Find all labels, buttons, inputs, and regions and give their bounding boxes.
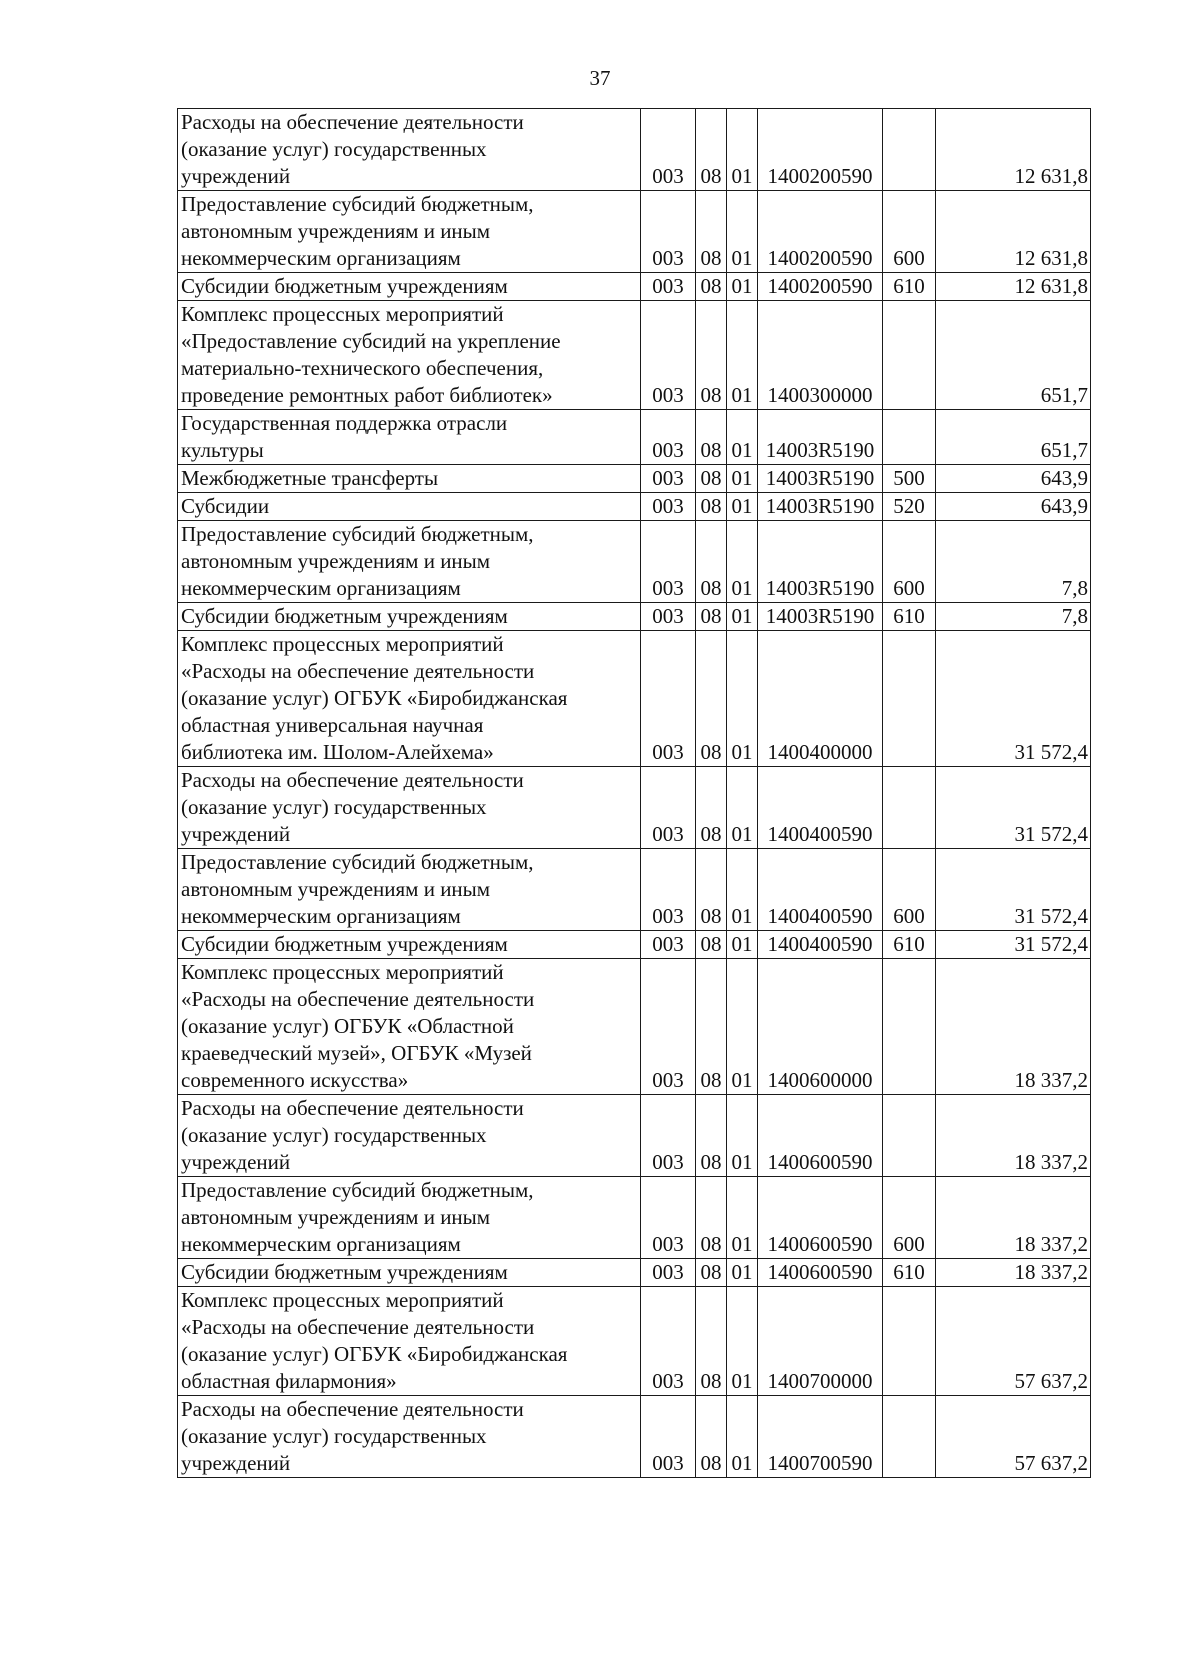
table-row bbox=[178, 849, 1091, 931]
expense-name-line: (оказание услуг) государственных bbox=[181, 1123, 487, 1147]
expense-name-line: «Расходы на обеспечение деятельности bbox=[181, 659, 535, 683]
section-code-cell: 08 bbox=[696, 493, 727, 521]
subsection-code-cell: 01 bbox=[727, 301, 758, 410]
expense-name-line: учреждений bbox=[181, 822, 291, 846]
expense-name-cell bbox=[178, 301, 641, 410]
expense-name-cell bbox=[178, 849, 641, 931]
expense-type-code-cell bbox=[883, 301, 936, 410]
target-article-code-cell: 1400400590 bbox=[758, 849, 883, 931]
amount-cell: 651,7 bbox=[936, 410, 1091, 465]
expense-name-cell bbox=[178, 1287, 641, 1396]
expense-type-code-cell: 500 bbox=[883, 465, 936, 493]
grbs-code-cell: 003 bbox=[641, 849, 696, 931]
target-article-code-cell: 1400700000 bbox=[758, 1287, 883, 1396]
budget-table bbox=[177, 108, 1091, 1478]
subsection-code-cell: 01 bbox=[727, 1095, 758, 1177]
grbs-code-cell: 003 bbox=[641, 1259, 696, 1287]
subsection-code-cell: 01 bbox=[727, 1259, 758, 1287]
amount-cell: 18 337,2 bbox=[936, 1177, 1091, 1259]
expense-name-line: Межбюджетные трансферты bbox=[181, 466, 439, 490]
section-code-cell: 08 bbox=[696, 301, 727, 410]
target-article-code-cell: 1400400590 bbox=[758, 767, 883, 849]
grbs-code-cell: 003 bbox=[641, 301, 696, 410]
target-article-code-cell: 1400600000 bbox=[758, 959, 883, 1095]
expense-name-line: некоммерческим организациям bbox=[181, 576, 461, 600]
table-row bbox=[178, 959, 1091, 1095]
grbs-code-cell: 003 bbox=[641, 273, 696, 301]
expense-name-line: Предоставление субсидий бюджетным, bbox=[181, 522, 534, 546]
amount-cell: 7,8 bbox=[936, 521, 1091, 603]
table-row bbox=[178, 410, 1091, 465]
expense-name-line: областная филармония» bbox=[181, 1369, 397, 1393]
amount-cell: 31 572,4 bbox=[936, 631, 1091, 767]
expense-type-code-cell: 600 bbox=[883, 191, 936, 273]
section-code-cell: 08 bbox=[696, 410, 727, 465]
subsection-code-cell: 01 bbox=[727, 959, 758, 1095]
expense-name-cell bbox=[178, 521, 641, 603]
grbs-code-cell: 003 bbox=[641, 191, 696, 273]
expense-type-code-cell: 520 bbox=[883, 493, 936, 521]
section-code-cell: 08 bbox=[696, 931, 727, 959]
grbs-code-cell: 003 bbox=[641, 109, 696, 191]
grbs-code-cell: 003 bbox=[641, 767, 696, 849]
subsection-code-cell: 01 bbox=[727, 1287, 758, 1396]
expense-name-line: Субсидии бюджетным учреждениям bbox=[181, 274, 508, 298]
grbs-code-cell: 003 bbox=[641, 1095, 696, 1177]
expense-type-code-cell bbox=[883, 767, 936, 849]
target-article-code-cell: 14003R5190 bbox=[758, 521, 883, 603]
amount-cell: 31 572,4 bbox=[936, 767, 1091, 849]
expense-type-code-cell: 610 bbox=[883, 273, 936, 301]
expense-name-cell bbox=[178, 493, 641, 521]
expense-type-code-cell bbox=[883, 631, 936, 767]
target-article-code-cell: 1400300000 bbox=[758, 301, 883, 410]
section-code-cell: 08 bbox=[696, 1396, 727, 1478]
subsection-code-cell: 01 bbox=[727, 465, 758, 493]
subsection-code-cell: 01 bbox=[727, 631, 758, 767]
grbs-code-cell: 003 bbox=[641, 410, 696, 465]
expense-name-line: некоммерческим организациям bbox=[181, 904, 461, 928]
amount-cell: 651,7 bbox=[936, 301, 1091, 410]
section-code-cell: 08 bbox=[696, 521, 727, 603]
table-row bbox=[178, 631, 1091, 767]
expense-name-line: Комплекс процессных мероприятий bbox=[181, 632, 504, 656]
grbs-code-cell: 003 bbox=[641, 465, 696, 493]
target-article-code-cell: 1400200590 bbox=[758, 191, 883, 273]
expense-name-cell bbox=[178, 410, 641, 465]
expense-name-line: учреждений bbox=[181, 1451, 291, 1475]
subsection-code-cell: 01 bbox=[727, 1396, 758, 1478]
grbs-code-cell: 003 bbox=[641, 493, 696, 521]
expense-name-cell bbox=[178, 191, 641, 273]
expense-name-line: Предоставление субсидий бюджетным, bbox=[181, 850, 534, 874]
expense-name-line: Расходы на обеспечение деятельности bbox=[181, 768, 524, 792]
expense-type-code-cell: 600 bbox=[883, 521, 936, 603]
section-code-cell: 08 bbox=[696, 191, 727, 273]
amount-cell: 57 637,2 bbox=[936, 1396, 1091, 1478]
expense-type-code-cell bbox=[883, 410, 936, 465]
table-row bbox=[178, 1095, 1091, 1177]
subsection-code-cell: 01 bbox=[727, 849, 758, 931]
subsection-code-cell: 01 bbox=[727, 931, 758, 959]
expense-name-line: Расходы на обеспечение деятельности bbox=[181, 1096, 524, 1120]
expense-name-cell bbox=[178, 631, 641, 767]
expense-name-line: Субсидии bbox=[181, 494, 270, 518]
subsection-code-cell: 01 bbox=[727, 1177, 758, 1259]
amount-cell: 12 631,8 bbox=[936, 191, 1091, 273]
section-code-cell: 08 bbox=[696, 1095, 727, 1177]
table-row bbox=[178, 1177, 1091, 1259]
grbs-code-cell: 003 bbox=[641, 1396, 696, 1478]
section-code-cell: 08 bbox=[696, 1177, 727, 1259]
expense-name-line: (оказание услуг) ОГБУК «Биробиджанская bbox=[181, 1342, 568, 1366]
expense-name-line: «Предоставление субсидий на укрепление bbox=[181, 329, 561, 353]
amount-cell: 57 637,2 bbox=[936, 1287, 1091, 1396]
table-row bbox=[178, 1287, 1091, 1396]
expense-name-line: учреждений bbox=[181, 164, 291, 188]
subsection-code-cell: 01 bbox=[727, 493, 758, 521]
amount-cell: 643,9 bbox=[936, 493, 1091, 521]
subsection-code-cell: 01 bbox=[727, 410, 758, 465]
expense-name-cell bbox=[178, 1259, 641, 1287]
target-article-code-cell: 14003R5190 bbox=[758, 410, 883, 465]
expense-name-cell bbox=[178, 1396, 641, 1478]
expense-type-code-cell bbox=[883, 1095, 936, 1177]
expense-name-line: (оказание услуг) государственных bbox=[181, 795, 487, 819]
expense-name-line: Предоставление субсидий бюджетным, bbox=[181, 1178, 534, 1202]
expense-name-cell bbox=[178, 603, 641, 631]
page-number: 37 bbox=[589, 66, 611, 90]
grbs-code-cell: 003 bbox=[641, 603, 696, 631]
amount-cell: 31 572,4 bbox=[936, 931, 1091, 959]
expense-name-line: Субсидии бюджетным учреждениям bbox=[181, 932, 508, 956]
expense-type-code-cell: 600 bbox=[883, 849, 936, 931]
expense-type-code-cell bbox=[883, 109, 936, 191]
section-code-cell: 08 bbox=[696, 603, 727, 631]
expense-name-line: «Расходы на обеспечение деятельности bbox=[181, 987, 535, 1011]
expense-type-code-cell: 600 bbox=[883, 1177, 936, 1259]
expense-name-cell bbox=[178, 1177, 641, 1259]
table-row bbox=[178, 273, 1091, 301]
expense-name-line: автономным учреждениям и иным bbox=[181, 219, 491, 243]
section-code-cell: 08 bbox=[696, 959, 727, 1095]
table-row bbox=[178, 931, 1091, 959]
expense-name-line: (оказание услуг) ОГБУК «Областной bbox=[181, 1014, 514, 1038]
expense-name-line: проведение ремонтных работ библиотек» bbox=[181, 383, 553, 407]
amount-cell: 18 337,2 bbox=[936, 1259, 1091, 1287]
section-code-cell: 08 bbox=[696, 109, 727, 191]
amount-cell: 643,9 bbox=[936, 465, 1091, 493]
expense-type-code-cell bbox=[883, 1287, 936, 1396]
amount-cell: 18 337,2 bbox=[936, 959, 1091, 1095]
table-row bbox=[178, 521, 1091, 603]
table-row bbox=[178, 191, 1091, 273]
subsection-code-cell: 01 bbox=[727, 109, 758, 191]
table-row bbox=[178, 493, 1091, 521]
expense-type-code-cell bbox=[883, 1396, 936, 1478]
grbs-code-cell: 003 bbox=[641, 1177, 696, 1259]
target-article-code-cell: 1400400590 bbox=[758, 931, 883, 959]
section-code-cell: 08 bbox=[696, 631, 727, 767]
target-article-code-cell: 1400600590 bbox=[758, 1259, 883, 1287]
expense-name-line: Комплекс процессных мероприятий bbox=[181, 302, 504, 326]
target-article-code-cell: 14003R5190 bbox=[758, 493, 883, 521]
expense-name-line: автономным учреждениям и иным bbox=[181, 877, 491, 901]
expense-name-line: Субсидии бюджетным учреждениям bbox=[181, 604, 508, 628]
grbs-code-cell: 003 bbox=[641, 1287, 696, 1396]
section-code-cell: 08 bbox=[696, 1259, 727, 1287]
expense-name-line: Предоставление субсидий бюджетным, bbox=[181, 192, 534, 216]
amount-cell: 7,8 bbox=[936, 603, 1091, 631]
table-row bbox=[178, 109, 1091, 191]
expense-name-line: некоммерческим организациям bbox=[181, 246, 461, 270]
table-row bbox=[178, 603, 1091, 631]
subsection-code-cell: 01 bbox=[727, 521, 758, 603]
grbs-code-cell: 003 bbox=[641, 521, 696, 603]
expense-type-code-cell: 610 bbox=[883, 603, 936, 631]
amount-cell: 12 631,8 bbox=[936, 273, 1091, 301]
expense-name-line: Комплекс процессных мероприятий bbox=[181, 960, 504, 984]
grbs-code-cell: 003 bbox=[641, 959, 696, 1095]
expense-name-cell bbox=[178, 959, 641, 1095]
section-code-cell: 08 bbox=[696, 273, 727, 301]
amount-cell: 31 572,4 bbox=[936, 849, 1091, 931]
expense-type-code-cell: 610 bbox=[883, 931, 936, 959]
expense-name-line: (оказание услуг) государственных bbox=[181, 137, 487, 161]
table-row bbox=[178, 1259, 1091, 1287]
section-code-cell: 08 bbox=[696, 465, 727, 493]
amount-cell: 18 337,2 bbox=[936, 1095, 1091, 1177]
expense-name-cell bbox=[178, 1095, 641, 1177]
expense-name-line: материально-технического обеспечения, bbox=[181, 356, 544, 380]
expense-name-line: культуры bbox=[181, 438, 264, 462]
table-row bbox=[178, 301, 1091, 410]
expense-type-code-cell: 610 bbox=[883, 1259, 936, 1287]
expense-name-cell bbox=[178, 931, 641, 959]
expense-name-cell bbox=[178, 465, 641, 493]
expense-name-line: автономным учреждениям и иным bbox=[181, 549, 491, 573]
section-code-cell: 08 bbox=[696, 849, 727, 931]
expense-name-line: (оказание услуг) государственных bbox=[181, 1424, 487, 1448]
expense-name-cell bbox=[178, 767, 641, 849]
expense-name-line: автономным учреждениям и иным bbox=[181, 1205, 491, 1229]
expense-name-line: краеведческий музей», ОГБУК «Музей bbox=[181, 1041, 532, 1065]
expense-name-line: библиотека им. Шолом-Алейхема» bbox=[181, 740, 494, 764]
table-row bbox=[178, 465, 1091, 493]
expense-name-line: Расходы на обеспечение деятельности bbox=[181, 1397, 524, 1421]
expense-type-code-cell bbox=[883, 959, 936, 1095]
target-article-code-cell: 1400200590 bbox=[758, 109, 883, 191]
budget-table-body bbox=[178, 109, 1091, 1478]
expense-name-cell bbox=[178, 273, 641, 301]
expense-name-line: Комплекс процессных мероприятий bbox=[181, 1288, 504, 1312]
table-row bbox=[178, 1396, 1091, 1478]
target-article-code-cell: 1400200590 bbox=[758, 273, 883, 301]
section-code-cell: 08 bbox=[696, 767, 727, 849]
target-article-code-cell: 1400700590 bbox=[758, 1396, 883, 1478]
expense-name-line: Субсидии бюджетным учреждениям bbox=[181, 1260, 508, 1284]
subsection-code-cell: 01 bbox=[727, 191, 758, 273]
target-article-code-cell: 14003R5190 bbox=[758, 465, 883, 493]
expense-name-line: «Расходы на обеспечение деятельности bbox=[181, 1315, 535, 1339]
target-article-code-cell: 14003R5190 bbox=[758, 603, 883, 631]
subsection-code-cell: 01 bbox=[727, 273, 758, 301]
table-row bbox=[178, 767, 1091, 849]
target-article-code-cell: 1400600590 bbox=[758, 1095, 883, 1177]
target-article-code-cell: 1400600590 bbox=[758, 1177, 883, 1259]
grbs-code-cell: 003 bbox=[641, 931, 696, 959]
expense-name-line: современного искусства» bbox=[181, 1068, 409, 1092]
expense-name-line: учреждений bbox=[181, 1150, 291, 1174]
grbs-code-cell: 003 bbox=[641, 631, 696, 767]
amount-cell: 12 631,8 bbox=[936, 109, 1091, 191]
subsection-code-cell: 01 bbox=[727, 603, 758, 631]
expense-name-line: Государственная поддержка отрасли bbox=[181, 411, 508, 435]
expense-name-line: областная универсальная научная bbox=[181, 713, 484, 737]
section-code-cell: 08 bbox=[696, 1287, 727, 1396]
target-article-code-cell: 1400400000 bbox=[758, 631, 883, 767]
expense-name-line: (оказание услуг) ОГБУК «Биробиджанская bbox=[181, 686, 568, 710]
subsection-code-cell: 01 bbox=[727, 767, 758, 849]
expense-name-line: Расходы на обеспечение деятельности bbox=[181, 110, 524, 134]
expense-name-cell bbox=[178, 109, 641, 191]
expense-name-line: некоммерческим организациям bbox=[181, 1232, 461, 1256]
